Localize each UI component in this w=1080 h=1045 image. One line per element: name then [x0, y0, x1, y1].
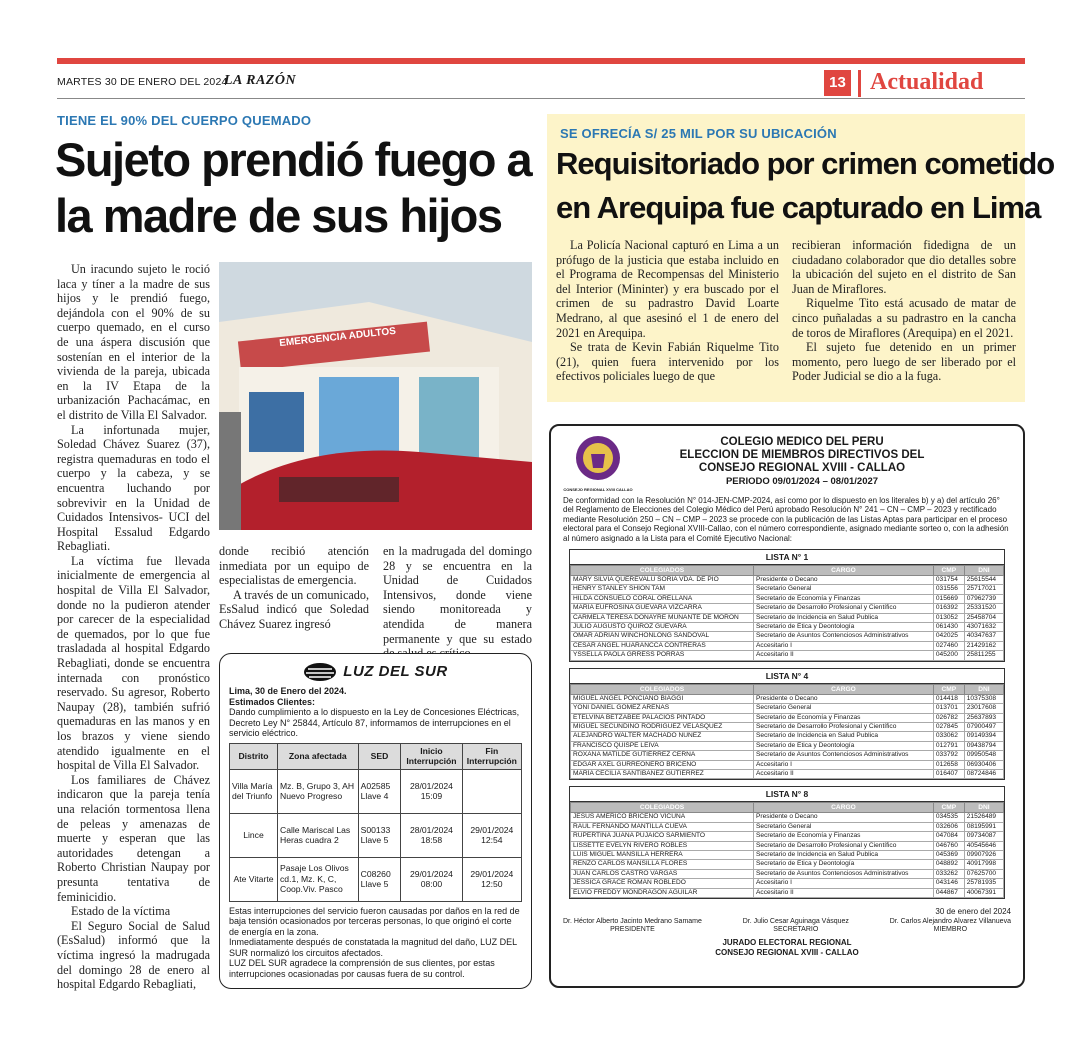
- lista-cell: Secretario de Asuntos Contenciosos Administrativos: [754, 632, 934, 641]
- paragraph: La Policía Nacional capturó en Lima a un prófugo de la justicia que estaba incluido en el Programa de Recompensas del Ministerio del Interior (Mininter) y era buscado por el crimen de su padrastro David Loarte Medrano, al que asesinó el 1 de enero del 2021 en Arequipa.: [556, 238, 779, 340]
- lds-intro: Dando cumplimiento a lo dispuesto en la Ley de Concesiones Eléctricas, Decreto Ley N° 25844, Artículo 87, informamos de interrupciones en el servicio eléctrico.: [229, 707, 520, 738]
- cell: Lince: [230, 813, 278, 857]
- lista-cell: HENRY STANLEY SHION TAM: [571, 585, 754, 594]
- left-article-column-3: [383, 544, 532, 661]
- lista-cell: Presidente o Decano: [754, 694, 934, 703]
- lista-cell: 25615544: [964, 576, 1003, 585]
- signer-role: PRESIDENTE: [610, 926, 655, 933]
- left-article-headline-2: la madre de sus hijos: [55, 189, 502, 242]
- lista-cell: MIGUEL SECUNDINO RODRIGUEZ VELÁSQUEZ: [571, 722, 754, 731]
- lds-footer-1: Estas interrupciones del servicio fueron causadas por daños en la red de baja tensión ocasionados por terceras personas, lo que originó el corte de energía en la zona.: [229, 905, 520, 937]
- lista-cell: 033062: [933, 732, 964, 741]
- lds-interruptions-table: [229, 743, 522, 902]
- lista-col-header: CMP: [933, 803, 964, 813]
- lista-cell: Accesitario II: [754, 769, 934, 778]
- table-row: [571, 751, 1004, 760]
- lista-cell: Secretario de Ética y Deontología: [754, 741, 934, 750]
- lista-cell: RENZO CARLOS MANSILLA FLORES: [571, 860, 754, 869]
- cell: Villa María del Triunfo: [230, 769, 278, 813]
- lista-cell: ROXANA MATILDE GUTIÉRREZ CERNA: [571, 751, 754, 760]
- paragraph: Un iracundo sujeto le roció laca y tíner a la madre de sus hijos y le prendió fuego, dejándola con el 90% de su cuerpo quemado, en el curso de una áspera discusión que sostenían en el interior de la vivienda de la pareja, ubicada en la IV Etapa de la urbanización Pachacámac, en el distrito de Villa El Salvador.: [57, 262, 210, 422]
- lista-cell: 014418: [933, 694, 964, 703]
- lista-cell: 25637893: [964, 713, 1003, 722]
- th-sed: SED: [358, 743, 401, 769]
- cmp-intro: De conformidad con la Resolución N° 014-JEN-CMP-2024, así como por lo dispuesto en los literales b) y a) del artículo 26° del Reglamento de Elecciones del Colegio Médico del Perú aprobado Resolución N° 241 – CN – CMP – 2023 y rectificado mediante Resolución 250 – CN – CMP – 2023 se procede con la publicación de las Listas Aptas para participar en el proceso electoral para el Consejo Regional XVIII-Callao, con el número correspondiente, asignado mediante sorteo o, con la adhesión al número asignado a la Lista para el Comité Ejecutivo Nacional:: [563, 496, 1009, 543]
- paragraph: A través de un comunicado, EsSalud indicó que Soledad Chávez Suarez ingresó: [219, 587, 369, 631]
- cmp-title-2: ELECCION DE MIEMBROS DIRECTIVOS DEL: [679, 449, 925, 461]
- lista-cell: MIGUEL ANGEL PONCIANO BIAGGI: [571, 694, 754, 703]
- luz-del-sur-notice: [219, 653, 532, 989]
- table-row: [571, 869, 1004, 878]
- lds-logo-text: LUZ DEL SUR: [343, 662, 448, 680]
- lista-col-header: CARGO: [754, 566, 934, 576]
- lista-cell: Secretario de Desarrollo Profesional y Científico: [754, 841, 934, 850]
- table-row: [571, 713, 1004, 722]
- th-fin: Fin Interrupción: [462, 743, 521, 769]
- lista-cell: Secretario de Ética y Deontología: [754, 623, 934, 632]
- sign-date: 30 de enero del 2024: [935, 907, 1011, 916]
- cell: Ate Vitarte: [230, 857, 278, 901]
- luz-del-sur-logo-icon: [303, 662, 337, 682]
- right-article-column-1: [556, 238, 779, 384]
- lista-block: [569, 549, 1005, 662]
- lista-cell: HILDA CONSUELO CORAL ORELLANA: [571, 594, 754, 603]
- paragraph: Se trata de Kevin Fabián Riquelme Tito (21), quien fuera intervenido por los efectivos policiales luego de que: [556, 340, 779, 384]
- lista-cell: 042025: [933, 632, 964, 641]
- lista-table: [570, 565, 1004, 661]
- lista-cell: 09149394: [964, 732, 1003, 741]
- table-row: [571, 850, 1004, 859]
- paragraph: El Seguro Social de Salud (EsSalud) informó que la víctima ingresó la madrugada del domingo 28 de enero al hospital Edgardo Rebagliati,: [57, 918, 210, 992]
- lista-cell: Secretario General: [754, 704, 934, 713]
- lista-cell: 013701: [933, 704, 964, 713]
- cell: C08260 Llave 5: [358, 857, 401, 901]
- lista-cell: 033262: [933, 869, 964, 878]
- lista-cell: 026782: [933, 713, 964, 722]
- lista-cell: Accesitario I: [754, 641, 934, 650]
- table-row: [230, 769, 522, 813]
- lista-cell: ELVIO FREDDY MONDRAGÓN AGUILAR: [571, 888, 754, 897]
- lista-title: LISTA N° 4: [570, 669, 1004, 684]
- lista-cell: 07900497: [964, 722, 1003, 731]
- table-row: [230, 857, 522, 901]
- lista-cell: 046760: [933, 841, 964, 850]
- signer-secretary: [743, 918, 849, 934]
- lista-cell: 061430: [933, 623, 964, 632]
- table-row: [571, 769, 1004, 778]
- cmp-listas: [563, 549, 1011, 899]
- lista-cell: 027845: [933, 722, 964, 731]
- lista-cell: 09734087: [964, 832, 1003, 841]
- lds-header: [229, 662, 522, 682]
- lista-cell: 027460: [933, 641, 964, 650]
- table-row: [571, 832, 1004, 841]
- lista-cell: Secretario de Economía y Finanzas: [754, 832, 934, 841]
- lds-footer-2: Inmediatamente después de constatada la magnitud del daño, LUZ DEL SUR normalizó los circuitos afectados.: [229, 937, 517, 958]
- lista-cell: OMAR ADRIÁN WINCHONLONG SANDOVAL: [571, 632, 754, 641]
- table-row: [571, 651, 1004, 660]
- table-row: [571, 879, 1004, 888]
- page-number: 13: [824, 70, 851, 96]
- lista-col-header: DNI: [964, 566, 1003, 576]
- lista-cell: RUPERTINA JUANA PUJAICO SARMIENTO: [571, 832, 754, 841]
- lista-cell: 09438794: [964, 741, 1003, 750]
- lista-table: [570, 684, 1004, 780]
- lista-cell: 09950548: [964, 751, 1003, 760]
- lista-cell: Secretario de Economía y Finanzas: [754, 594, 934, 603]
- cell: 29/01/2024 12:50: [462, 857, 521, 901]
- lista-cell: Secretario de Incidencia en Salud Publica: [754, 732, 934, 741]
- lista-col-header: CMP: [933, 566, 964, 576]
- lista-cell: 043146: [933, 879, 964, 888]
- lista-cell: 40067391: [964, 888, 1003, 897]
- th-zona: Zona afectada: [278, 743, 359, 769]
- table-row: [230, 813, 522, 857]
- paragraph: en la madrugada del domingo 28 y se encuentra en la Unidad de Cuidados Intensivos, donde viene siendo monitoreada y atendida de manera permanente y que su estado: [383, 544, 532, 646]
- th-distrito: Distrito: [230, 743, 278, 769]
- table-row: [571, 741, 1004, 750]
- lista-cell: Secretario de Asuntos Contenciosos Administrativos: [754, 869, 934, 878]
- th-inicio: Inicio Interrupción: [401, 743, 462, 769]
- table-row: [571, 694, 1004, 703]
- lista-cell: 033792: [933, 751, 964, 760]
- lista-cell: MARÍA CECILIA SANTIBAÑEZ GUTIÉRREZ: [571, 769, 754, 778]
- lista-cell: 044867: [933, 888, 964, 897]
- table-row: [571, 813, 1004, 822]
- signer-role: MIEMBRO: [933, 926, 968, 933]
- signer-member: [890, 918, 1011, 934]
- table-row: [571, 641, 1004, 650]
- table-row: [571, 576, 1004, 585]
- lista-cell: 031556: [933, 585, 964, 594]
- lista-cell: 08195991: [964, 822, 1003, 831]
- newspaper-logo: LA RAZÓN: [224, 73, 297, 88]
- lista-col-header: DNI: [964, 803, 1003, 813]
- lista-cell: 21429162: [964, 641, 1003, 650]
- lista-cell: 25717021: [964, 585, 1003, 594]
- cell: S00133 Llave 5: [358, 813, 401, 857]
- right-article-column-2: [792, 238, 1016, 384]
- lista-cell: 08724846: [964, 769, 1003, 778]
- lista-col-header: DNI: [964, 684, 1003, 694]
- lista-block: [569, 786, 1005, 899]
- left-article-column-2: [219, 544, 369, 632]
- masthead-rule: [57, 98, 1025, 99]
- lista-cell: 048892: [933, 860, 964, 869]
- lista-cell: 25458704: [964, 613, 1003, 622]
- lista-cell: 25811255: [964, 651, 1003, 660]
- signer-name: Dr. Héctor Alberto Jacinto Medrano Samame: [563, 918, 702, 925]
- lista-cell: 06930406: [964, 760, 1003, 769]
- cmp-period: PERIODO 09/01/2024 – 08/01/2027: [725, 476, 879, 487]
- lista-cell: 034535: [933, 813, 964, 822]
- jurado-title-2: CONSEJO REGIONAL XVIII - CALLAO: [715, 947, 859, 957]
- colegio-medico-notice: [549, 424, 1025, 988]
- jurado-title-1: JURADO ELECTORAL REGIONAL: [722, 938, 852, 947]
- lista-col-header: COLEGIADOS: [571, 803, 754, 813]
- lista-cell: JESÚS AMÉRICO BRICEÑO VICUÑA: [571, 813, 754, 822]
- cmp-seal: [563, 434, 633, 492]
- left-article-kicker: TIENE EL 90% DEL CUERPO QUEMADO: [57, 113, 312, 128]
- cmp-title-1: COLEGIO MEDICO DEL PERU: [720, 436, 884, 448]
- lista-col-header: COLEGIADOS: [571, 566, 754, 576]
- table-row: [571, 722, 1004, 731]
- lista-table: [570, 802, 1004, 898]
- lista-block: [569, 668, 1005, 781]
- signer-name: Dr. Carlos Alejandro Alvarez Villanueva: [889, 918, 1011, 925]
- lista-cell: 047084: [933, 832, 964, 841]
- lista-cell: Accesitario I: [754, 760, 934, 769]
- lista-cell: 21526489: [964, 813, 1003, 822]
- subheading: Estado de la víctima: [71, 904, 171, 919]
- signer-role: SECRETARIO: [773, 926, 819, 933]
- lista-cell: LISSETTE EVELYN RIVERO ROBLES: [571, 841, 754, 850]
- lista-cell: ETELVINA BETZABEE PALACIOS PINTADO: [571, 713, 754, 722]
- lista-cell: 045369: [933, 850, 964, 859]
- lista-cell: ALEJANDRO WALTER MACHADO NUÑEZ: [571, 732, 754, 741]
- lista-cell: LUIS MIGUEL MANSILLA HERRERA: [571, 850, 754, 859]
- lista-cell: 43071632: [964, 623, 1003, 632]
- table-row: [571, 585, 1004, 594]
- lista-cell: 016407: [933, 769, 964, 778]
- section-title: Actualidad: [870, 69, 984, 95]
- lista-cell: Secretario General: [754, 585, 934, 594]
- lista-cell: Secretario de Incidencia en Salud Publica: [754, 850, 934, 859]
- lista-cell: Presidente o Decano: [754, 576, 934, 585]
- signer-president: [563, 918, 702, 934]
- lista-cell: 032606: [933, 822, 964, 831]
- lista-cell: YSSELLA PAOLA GRRESS PORRAS: [571, 651, 754, 660]
- table-row: [571, 594, 1004, 603]
- lista-cell: 10375308: [964, 694, 1003, 703]
- lista-cell: 25781935: [964, 879, 1003, 888]
- table-row: [571, 841, 1004, 850]
- lista-cell: 045200: [933, 651, 964, 660]
- lista-cell: Accesitario II: [754, 888, 934, 897]
- right-article-headline-1: Requisitoriado por crimen cometido: [556, 146, 1055, 181]
- lista-cell: 23017608: [964, 704, 1003, 713]
- lista-cell: Presidente o Decano: [754, 813, 934, 822]
- lista-cell: 40545646: [964, 841, 1003, 850]
- cell: 28/01/2024 15:09: [401, 769, 462, 813]
- lista-col-header: CARGO: [754, 684, 934, 694]
- lista-cell: Secretario General: [754, 822, 934, 831]
- issue-date: MARTES 30 DE ENERO DEL 2024: [57, 76, 228, 88]
- lista-cell: Accesitario II: [754, 651, 934, 660]
- lista-cell: RAÚL FERNANDO MANTILLA CUEVA: [571, 822, 754, 831]
- table-row: [571, 760, 1004, 769]
- top-accent-bar: [57, 58, 1025, 64]
- table-row: [571, 860, 1004, 869]
- lista-cell: 07962739: [964, 594, 1003, 603]
- table-row: [571, 604, 1004, 613]
- lista-cell: Secretario de Ética y Deontología: [754, 860, 934, 869]
- lista-col-header: COLEGIADOS: [571, 684, 754, 694]
- cell: Calle Mariscal Las Heras cuadra 2: [278, 813, 359, 857]
- lds-greeting: Estimados Clientes:: [229, 696, 316, 707]
- lista-cell: MARY SILVIA QUEREVALU SORIA VDA. DE PIO: [571, 576, 754, 585]
- cell: Pasaje Los Olivos cd.1, Mz. K, C, Coop.Viv. Pasco: [278, 857, 359, 901]
- hospital-photo: [219, 262, 532, 530]
- lista-cell: JUAN CARLOS CASTRO VARGAS: [571, 869, 754, 878]
- photo-sign: EMERGENCIA ADULTOS: [278, 325, 397, 350]
- table-row: [571, 613, 1004, 622]
- lista-cell: 015669: [933, 594, 964, 603]
- table-row: [571, 732, 1004, 741]
- lista-cell: 016392: [933, 604, 964, 613]
- signatures: [563, 918, 1011, 934]
- lista-cell: JESSICA GRACE ROMÁN ROBLEDO: [571, 879, 754, 888]
- paragraph: donde recibió atención inmediata por un equipo de especialistas de emergencia.: [219, 544, 369, 588]
- lista-cell: FRANCISCO QUISPE LEIVA: [571, 741, 754, 750]
- signer-name: Dr. Julio Cesar Aguinaga Vásquez: [742, 918, 849, 925]
- lista-cell: YONI DANIEL GÓMEZ ARENAS: [571, 704, 754, 713]
- cmp-header: [563, 434, 1011, 492]
- table-row: [571, 623, 1004, 632]
- cell: 29/01/2024 08:00: [401, 857, 462, 901]
- lista-cell: JULIO AUGUSTO QUIROZ GUEVARA: [571, 623, 754, 632]
- lds-footer-3: LUZ DEL SUR agradece la comprensión de sus clientes, por estas interrupciones ocasionadas por causas fuera de su control.: [229, 958, 495, 979]
- paragraph: La infortunada mujer, Soledad Chávez Suarez (37), registra quemaduras en todo el cuerpo y la cabeza, y se encuentra luchando por sobrevivir en la Unidad de Cuidados Intensivos- UCI del Hospital Essalud Edgardo Rebagliati.: [57, 422, 210, 554]
- cell: 29/01/2024 12:54: [462, 813, 521, 857]
- left-article-headline-1: Sujeto prendió fuego a: [55, 133, 532, 186]
- hospital-photo-illustration: [219, 262, 532, 530]
- lista-cell: 07625700: [964, 869, 1003, 878]
- lista-cell: Secretario de Desarrollo Profesional y Científico: [754, 604, 934, 613]
- lista-title: LISTA N° 8: [570, 787, 1004, 802]
- lista-col-header: CARGO: [754, 803, 934, 813]
- lista-cell: 40917998: [964, 860, 1003, 869]
- lista-cell: Secretario de Asuntos Contenciosos Administrativos: [754, 751, 934, 760]
- cmp-title-3: CONSEJO REGIONAL XVIII - CALLAO: [698, 462, 906, 474]
- lista-cell: EDGAR AXEL GURREONERO BRICEÑO: [571, 760, 754, 769]
- section-divider: [858, 70, 861, 97]
- right-article-headline-2: en Arequipa fue capturado en Lima: [556, 190, 1041, 225]
- colegio-medico-seal-icon: [574, 434, 622, 482]
- table-row: [571, 632, 1004, 641]
- right-article-kicker: SE OFRECÍA S/ 25 MIL POR SU UBICACIÓN: [560, 126, 837, 141]
- cell: Mz. B, Grupo 3, AH Nuevo Progreso: [278, 769, 359, 813]
- paragraph: Los familiares de Chávez indicaron que la pareja tenía una relación tormentosa llena de peleas y amenazas de muerte y esperan que las autoridades detengan a Roberto Christian Naupay por presunta tentativa de feminicidio.: [57, 772, 210, 904]
- lista-cell: 40347637: [964, 632, 1003, 641]
- lista-cell: 013052: [933, 613, 964, 622]
- left-article-column-1: [57, 262, 210, 992]
- lista-title: LISTA N° 1: [570, 550, 1004, 565]
- lista-cell: Secretario de Incidencia en Salud Publica: [754, 613, 934, 622]
- cell: [462, 769, 521, 813]
- lista-cell: 09907926: [964, 850, 1003, 859]
- lista-cell: Accesitario I: [754, 879, 934, 888]
- table-row: [571, 822, 1004, 831]
- seal-text: CONSEJO REGIONAL XVIII CALLAO: [563, 487, 633, 492]
- lista-cell: 25331520: [964, 604, 1003, 613]
- lista-cell: Secretario de Desarrollo Profesional y Científico: [754, 722, 934, 731]
- lista-cell: Secretario de Economía y Finanzas: [754, 713, 934, 722]
- paragraph: El sujeto fue detenido en un primer momento, pero luego de ser liberado por el Poder Judicial se dio a la fuga.: [792, 340, 1016, 384]
- table-row: [571, 704, 1004, 713]
- paragraph: La víctima fue llevada inicialmente de emergencia al hospital de Villa El Salvador, donde no la pudieron atender por carecer de la especialidad de quemados, por lo que fue trasladada al hospital Edgardo Rebagliati, donde se encuentra internada con pronóstico reservado. Su agresor, Roberto Naupay (28), también sufrió quemaduras en las manos y en los brazos y viene siendo atendido igualmente en el hospital de Villa El Salvador.: [57, 553, 210, 773]
- paragraph: Riquelme Tito está acusado de matar de cinco puñaladas a su padrastro en la cancha de toros de Miraflores (Arequipa) en el 2021.: [792, 296, 1016, 340]
- lista-cell: MARÍA EUFROSINA GUEVARA VIZCARRA: [571, 604, 754, 613]
- lista-cell: 031754: [933, 576, 964, 585]
- paragraph: recibieran información fidedigna de un ciudadano colaborador que dio detalles sobre la ubicación del sujeto en el distrito de San Juan de Miraflores.: [792, 238, 1016, 296]
- lista-cell: 012658: [933, 760, 964, 769]
- cell: 28/01/2024 18:58: [401, 813, 462, 857]
- lista-cell: CARMELA TERESA DONAYRE MUÑANTE DE MORÓN: [571, 613, 754, 622]
- lista-col-header: CMP: [933, 684, 964, 694]
- table-row: [571, 888, 1004, 897]
- cell: A02585 Llave 4: [358, 769, 401, 813]
- lista-cell: 012791: [933, 741, 964, 750]
- lds-date: Lima, 30 de Enero del 2024.: [229, 686, 347, 696]
- lista-cell: CESAR ANGEL HUARANCCA CONTRERAS: [571, 641, 754, 650]
